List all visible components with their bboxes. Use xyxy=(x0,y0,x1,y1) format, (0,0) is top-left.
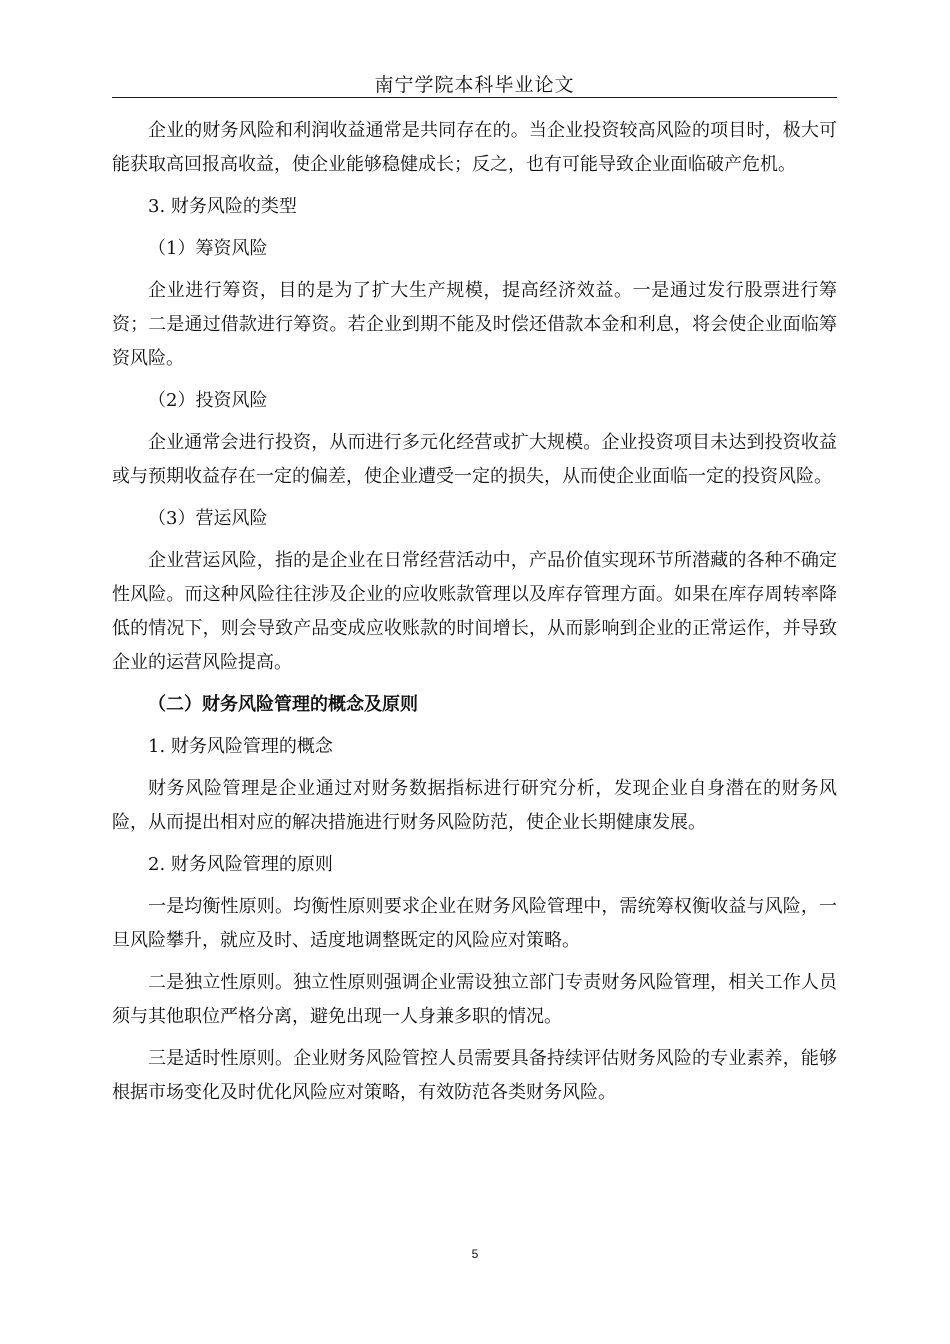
paragraph-independence-principle: 二是独立性原则。独立性原则强调企业需设独立部门专责财务风险管理，相关工作人员须与其他职位严格分离，避免出现一人身兼多职的情况。 xyxy=(112,972,837,1027)
paragraph-risk-return: 企业的财务风险和利润收益通常是共同存在的。当企业投资较高风险的项目时，极大可能获取高回报高收益，使企业能够稳健成长；反之，也有可能导致企业面临破产危机。 xyxy=(112,120,837,175)
paragraph-financing-risk: 企业进行筹资，目的是为了扩大生产规模，提高经济效益。一是通过发行股票进行筹资；二是通过借款进行筹资。若企业到期不能及时偿还借款本金和利息，将会使企业面临筹资风险。 xyxy=(112,280,837,369)
paragraph-operating-risk: 企业营运风险，指的是企业在日常经营活动中，产品价值实现环节所潜藏的各种不确定性风险。而这种风险往往涉及企业的应收账款管理以及库存管理方面。如果在库存周转率降低的情况下，则会导致产品变成应收账款的时间增长，从而影响到企业的正常运作，并导致企业的运营风险提高。 xyxy=(112,550,837,673)
subheading-management-principles: 2. 财务风险管理的原则 xyxy=(148,854,333,875)
paragraph-balance-principle: 一是均衡性原则。均衡性原则要求企业在财务风险管理中，需统筹权衡收益与风险，一旦风险攀升，就应及时、适度地调整既定的风险应对策略。 xyxy=(112,896,837,951)
subheading-management-concept: 1. 财务风险管理的概念 xyxy=(148,736,333,757)
subheading-investment-risk: （2）投资风险 xyxy=(148,390,268,411)
header-divider xyxy=(112,97,837,98)
page-number: 5 xyxy=(471,1247,479,1261)
document-body xyxy=(112,114,837,1118)
section-heading-risk-management: （二）财务风险管理的概念及原则 xyxy=(148,694,418,715)
paragraph-management-concept: 财务风险管理是企业通过对财务数据指标进行研究分析，发现企业自身潜在的财务风险，从而提出相对应的解决措施进行财务风险防范，使企业长期健康发展。 xyxy=(112,778,837,833)
paragraph-investment-risk: 企业通常会进行投资，从而进行多元化经营或扩大规模。企业投资项目未达到投资收益或与预期收益存在一定的偏差，使企业遭受一定的损失，从而使企业面临一定的投资风险。 xyxy=(112,432,837,487)
paragraph-timeliness-principle: 三是适时性原则。企业财务风险管控人员需要具备持续评估财务风险的专业素养，能够根据市场变化及时优化风险应对策略，有效防范各类财务风险。 xyxy=(112,1048,837,1103)
subheading-operating-risk: （3）营运风险 xyxy=(148,508,268,529)
subheading-risk-types: 3. 财务风险的类型 xyxy=(148,196,297,217)
running-header: 南宁学院本科毕业论文 xyxy=(374,74,575,96)
subheading-financing-risk: （1）筹资风险 xyxy=(148,238,268,259)
